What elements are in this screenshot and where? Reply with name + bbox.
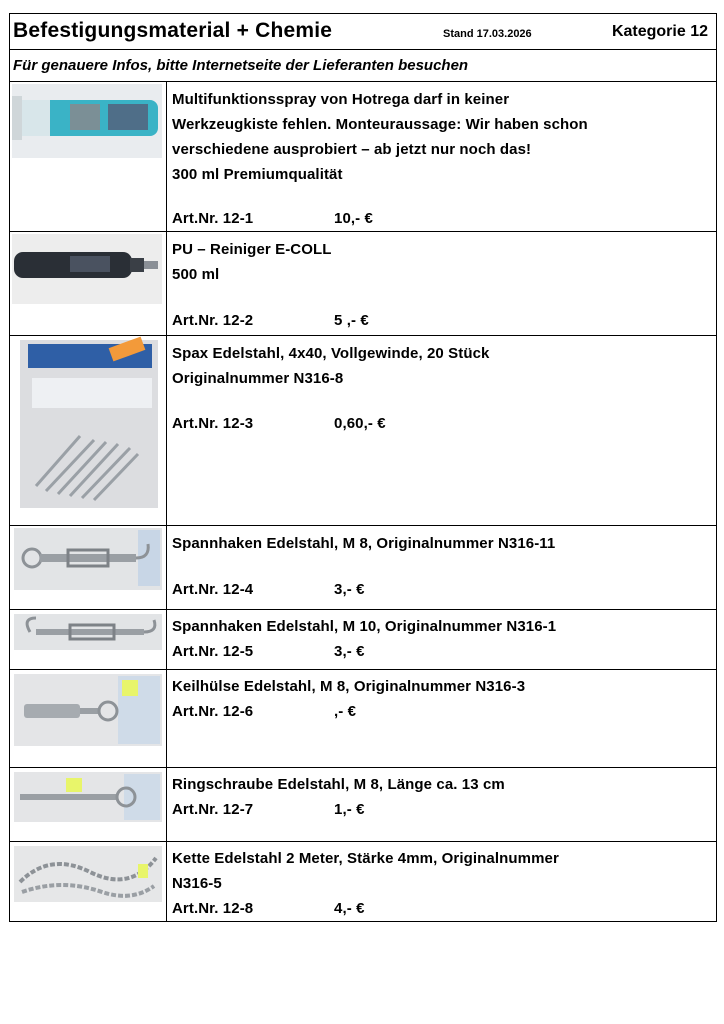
item-desc-line: Werkzeugkiste fehlen. Monteuraussage: Wir haben schon [172,116,588,133]
item-info [167,336,716,525]
page-title: Befestigungsmaterial + Chemie [13,19,333,42]
article-number: Art.Nr. 12-4 [172,581,254,598]
article-number: Art.Nr. 12-5 [172,643,254,660]
item-row [10,670,717,768]
article-price: 3,- € [334,581,365,598]
item-info [167,232,716,335]
article-line [172,797,710,822]
product-image-turnbuckle-m8 [10,526,167,609]
article-number: Art.Nr. 12-7 [172,801,254,818]
header-row [10,14,717,50]
item-desc-line: verschiedene ausprobiert – ab jetzt nur noch das! [172,141,532,158]
item-desc-line: Ringschraube Edelstahl, M 8, Länge ca. 13 cm [172,776,505,793]
item-info [167,768,716,841]
article-line [172,577,710,602]
item-desc-line: Kette Edelstahl 2 Meter, Stärke 4mm, Originalnummer [172,850,559,867]
article-number: Art.Nr. 12-3 [172,415,254,432]
item-desc-line: 500 ml [172,266,220,283]
supplier-note: Für genauere Infos, bitte Internetseite der Lieferanten besuchen [13,57,469,74]
item-row [10,82,717,232]
article-line [172,308,710,333]
product-image-turnbuckle-m10 [10,610,167,669]
item-desc-line: Spannhaken Edelstahl, M 10, Originalnummer N316-1 [172,618,557,635]
note-row [10,50,717,82]
product-image-pu-cleaner [10,232,167,335]
article-price: 0,60,- € [334,415,386,432]
article-number: Art.Nr. 12-2 [172,312,254,329]
item-desc-line: N316-5 [172,875,222,892]
item-desc-line: Multifunktionsspray von Hotrega darf in keiner [172,91,510,108]
product-image-eye-bolt [10,768,167,841]
article-line [172,411,710,436]
article-number: Art.Nr. 12-6 [172,703,254,720]
article-number: Art.Nr. 12-8 [172,900,254,917]
product-image-spray [10,82,167,231]
product-image-chain [10,842,167,921]
item-row [10,842,717,922]
article-line [172,896,710,921]
item-row [10,526,717,610]
price-list-table [9,13,717,922]
item-info [167,842,716,921]
item-info [167,526,716,609]
item-info [167,82,716,231]
item-info [167,610,716,669]
article-line [172,639,710,664]
article-price: 10,- € [334,210,373,227]
article-price: 3,- € [334,643,365,660]
item-desc-line: Spax Edelstahl, 4x40, Vollgewinde, 20 Stück [172,345,490,362]
article-price: 1,- € [334,801,365,818]
article-price: 5 ,- € [334,312,369,329]
product-image-spax [10,336,167,525]
item-row [10,336,717,526]
item-row [10,232,717,336]
item-desc-line: Spannhaken Edelstahl, M 8, Originalnummer N316-11 [172,535,556,552]
article-line [172,699,710,724]
article-line [172,206,710,231]
item-info [167,670,716,767]
product-image-wedge-sleeve [10,670,167,767]
item-desc-line: Originalnummer N316-8 [172,370,344,387]
stand-date: Stand 17.03.2026 [443,28,532,40]
item-row [10,610,717,670]
article-price: 4,- € [334,900,365,917]
item-desc-line: Keilhülse Edelstahl, M 8, Originalnummer N316-3 [172,678,526,695]
item-desc-line: PU – Reiniger E-COLL [172,241,332,258]
article-number: Art.Nr. 12-1 [172,210,254,227]
category-label: Kategorie 12 [611,23,708,40]
article-price: ,- € [334,703,357,720]
item-row [10,768,717,842]
item-desc-line: 300 ml Premiumqualität [172,166,343,183]
